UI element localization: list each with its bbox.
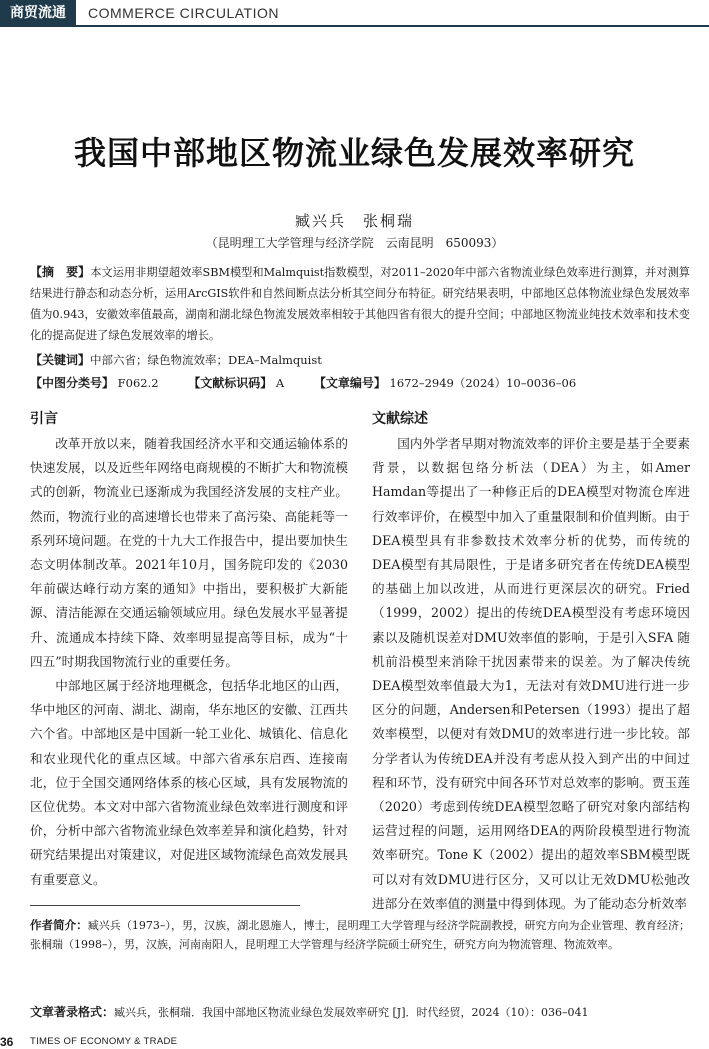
doc-code-value: A xyxy=(275,376,285,390)
authors: 臧兴兵 张桐瑞 xyxy=(294,212,414,230)
affiliation: （昆明理工大学管理与经济学院 云南昆明 650093） xyxy=(205,236,504,250)
page-number: 36 xyxy=(0,1035,14,1049)
keywords xyxy=(30,350,690,370)
section-heading-review: 文献综述 xyxy=(372,411,428,427)
paragraph: 改革开放以来，随着我国经济水平和交通运输体系的快速发展，以及近些年网络电商规模的不断扩大和物流模式的创新，物流业已逐渐成为我国经济发展的支柱产业。然而，物流行业的高速增长也带来了高污染、高能耗等一系列环境问题。在党的十九大工作报告中，提出要加快生态文明体制改革。2021年10月，国务院印发的《2030年前碳达峰行动方案的通知》中指出，要积极扩大新能源、清洁能源在交通运输领域应用。绿色发展水平显著提升、流通成本持续下降、效率明显提高等目标，成为“十四五”时期我国物流行业的重要任务。 xyxy=(30,436,348,669)
footnote-rule xyxy=(30,905,300,906)
abstract-label: 【摘 要】 xyxy=(30,265,91,279)
article-number-label: 【文章编号】 xyxy=(313,376,386,390)
paragraph: 中部地区属于经济地理概念，包括华北地区的山西，华中地区的河南、湖北、湖南，华东地区的安徽、江西共六个省。中部地区是中国新一轮工业化、城镇化、信息化和农业现代化的重点区域。中部六省承东启西、连接南北，位于全国交通网络体系的核心区域，具有发展物流的区位优势。本文对中部六省物流业绿色效率进行测度和评价，分析中部六省物流业绿色效率差异和演化趋势，针对研究结果提出对策建议，对促进区域物流绿色高效发展具有重要意义。 xyxy=(30,678,348,887)
section-heading-intro: 引言 xyxy=(30,411,58,427)
classification-line xyxy=(30,373,690,393)
keywords-text: 中部六省；绿色物流效率；DEA–Malmquist xyxy=(90,353,322,367)
citation-label: 文章著录格式： xyxy=(30,1005,115,1019)
clc-label: 【中图分类号】 xyxy=(30,376,115,390)
left-column xyxy=(30,408,348,892)
doc-code-label: 【文献标识码】 xyxy=(188,376,273,390)
page-footer xyxy=(0,1033,709,1048)
citation-format xyxy=(30,1003,690,1022)
running-header xyxy=(0,0,709,26)
author-note xyxy=(30,916,690,954)
author-note-label: 作者简介： xyxy=(30,918,88,932)
article-title: 我国中部地区物流业绿色发展效率研究 xyxy=(73,134,635,172)
article-number-value: 1672–2949（2024）10–0036–06 xyxy=(389,376,577,390)
paragraph: 国内外学者早期对物流效率的评价主要是基于全要素背景，以数据包络分析法（DEA）为主，如Amer Hamdan等提出了一种修正后的DEA模型对物流仓库进行效率评价，在模型中加入了重量限制和价值判断。由于DEA模型具有非参数技术效率分析的优势，而传统的DEA模型有其局限性，于是诸多研究者在传统DEA模型的基础上加以改进，从而进行更深层次的研究。Fried（1999，2002）提出的传统DEA模型没有考虑环境因素以及随机误差对DMU效率值的影响，于是引入SFA 随机前沿模型来消除干扰因素带来的误差。为了解决传统DEA模型效率值最大为1，无法对有效DMU进行进一步区分的问题，Andersen和Petersen（1993）提出了超效率模型，以便对有效DMU的效率进行进一步比较。部分学者认为传统DEA并没有考虑从投入到产出的中间过程和环节，没有研究中间各环节对总效率的影响。贾玉莲（2020）考虑到传统DEA模型忽略了研究对象内部结构运营过程的问题，运用网络DEA的两阶段模型进行物流效率研究。Tone K（2002）提出的超效率SBM模型既可以对有效DMU进行区分，又可以让无效DMU松弛改进部分在效率值的测量中得到体现。为了能动态分析效率 xyxy=(372,436,690,911)
abstract-text: 本文运用非期望超效率SBM模型和Malmquist指数模型，对2011–2020年中部六省物流业绿色效率进行测算，并对测算结果进行静态和动态分析，运用ArcGIS软件和自然间断点法分析其空间分布特征。研究结果表明，中部地区总体物流业绿色发展效率值为0.943，安徽效率值最高，湖南和湖北绿色物流发展效率相较于其他四省有很大的提升空间；中部地区物流业纯技术效率和技术变化的提高促进了绿色发展效率的增长。 xyxy=(30,266,690,342)
keywords-label: 【关键词】 xyxy=(30,353,91,367)
right-column xyxy=(372,408,690,916)
header-rule xyxy=(0,25,709,27)
abstract xyxy=(30,262,690,346)
section-tag: 商贸流通 xyxy=(0,0,76,26)
journal-name: TIMES OF ECONOMY & TRADE xyxy=(30,1036,178,1047)
section-name-en: COMMERCE CIRCULATION xyxy=(88,5,279,21)
clc-value: F062.2 xyxy=(117,376,159,390)
citation-text: 臧兴兵，张桐瑞．我国中部地区物流业绿色发展效率研究 [J]．时代经贸，2024（10）：036–041 xyxy=(114,1006,589,1019)
author-note-text: 臧兴兵（1973–），男，汉族，湖北恩施人，博士，昆明理工大学管理与经济学院副教授，研究方向为企业管理、教育经济；张桐瑞（1998–），男，汉族，河南南阳人，昆明理工大学管理与经济学院硕士研究生，研究方向为物流管理、物流效率。 xyxy=(30,919,690,951)
